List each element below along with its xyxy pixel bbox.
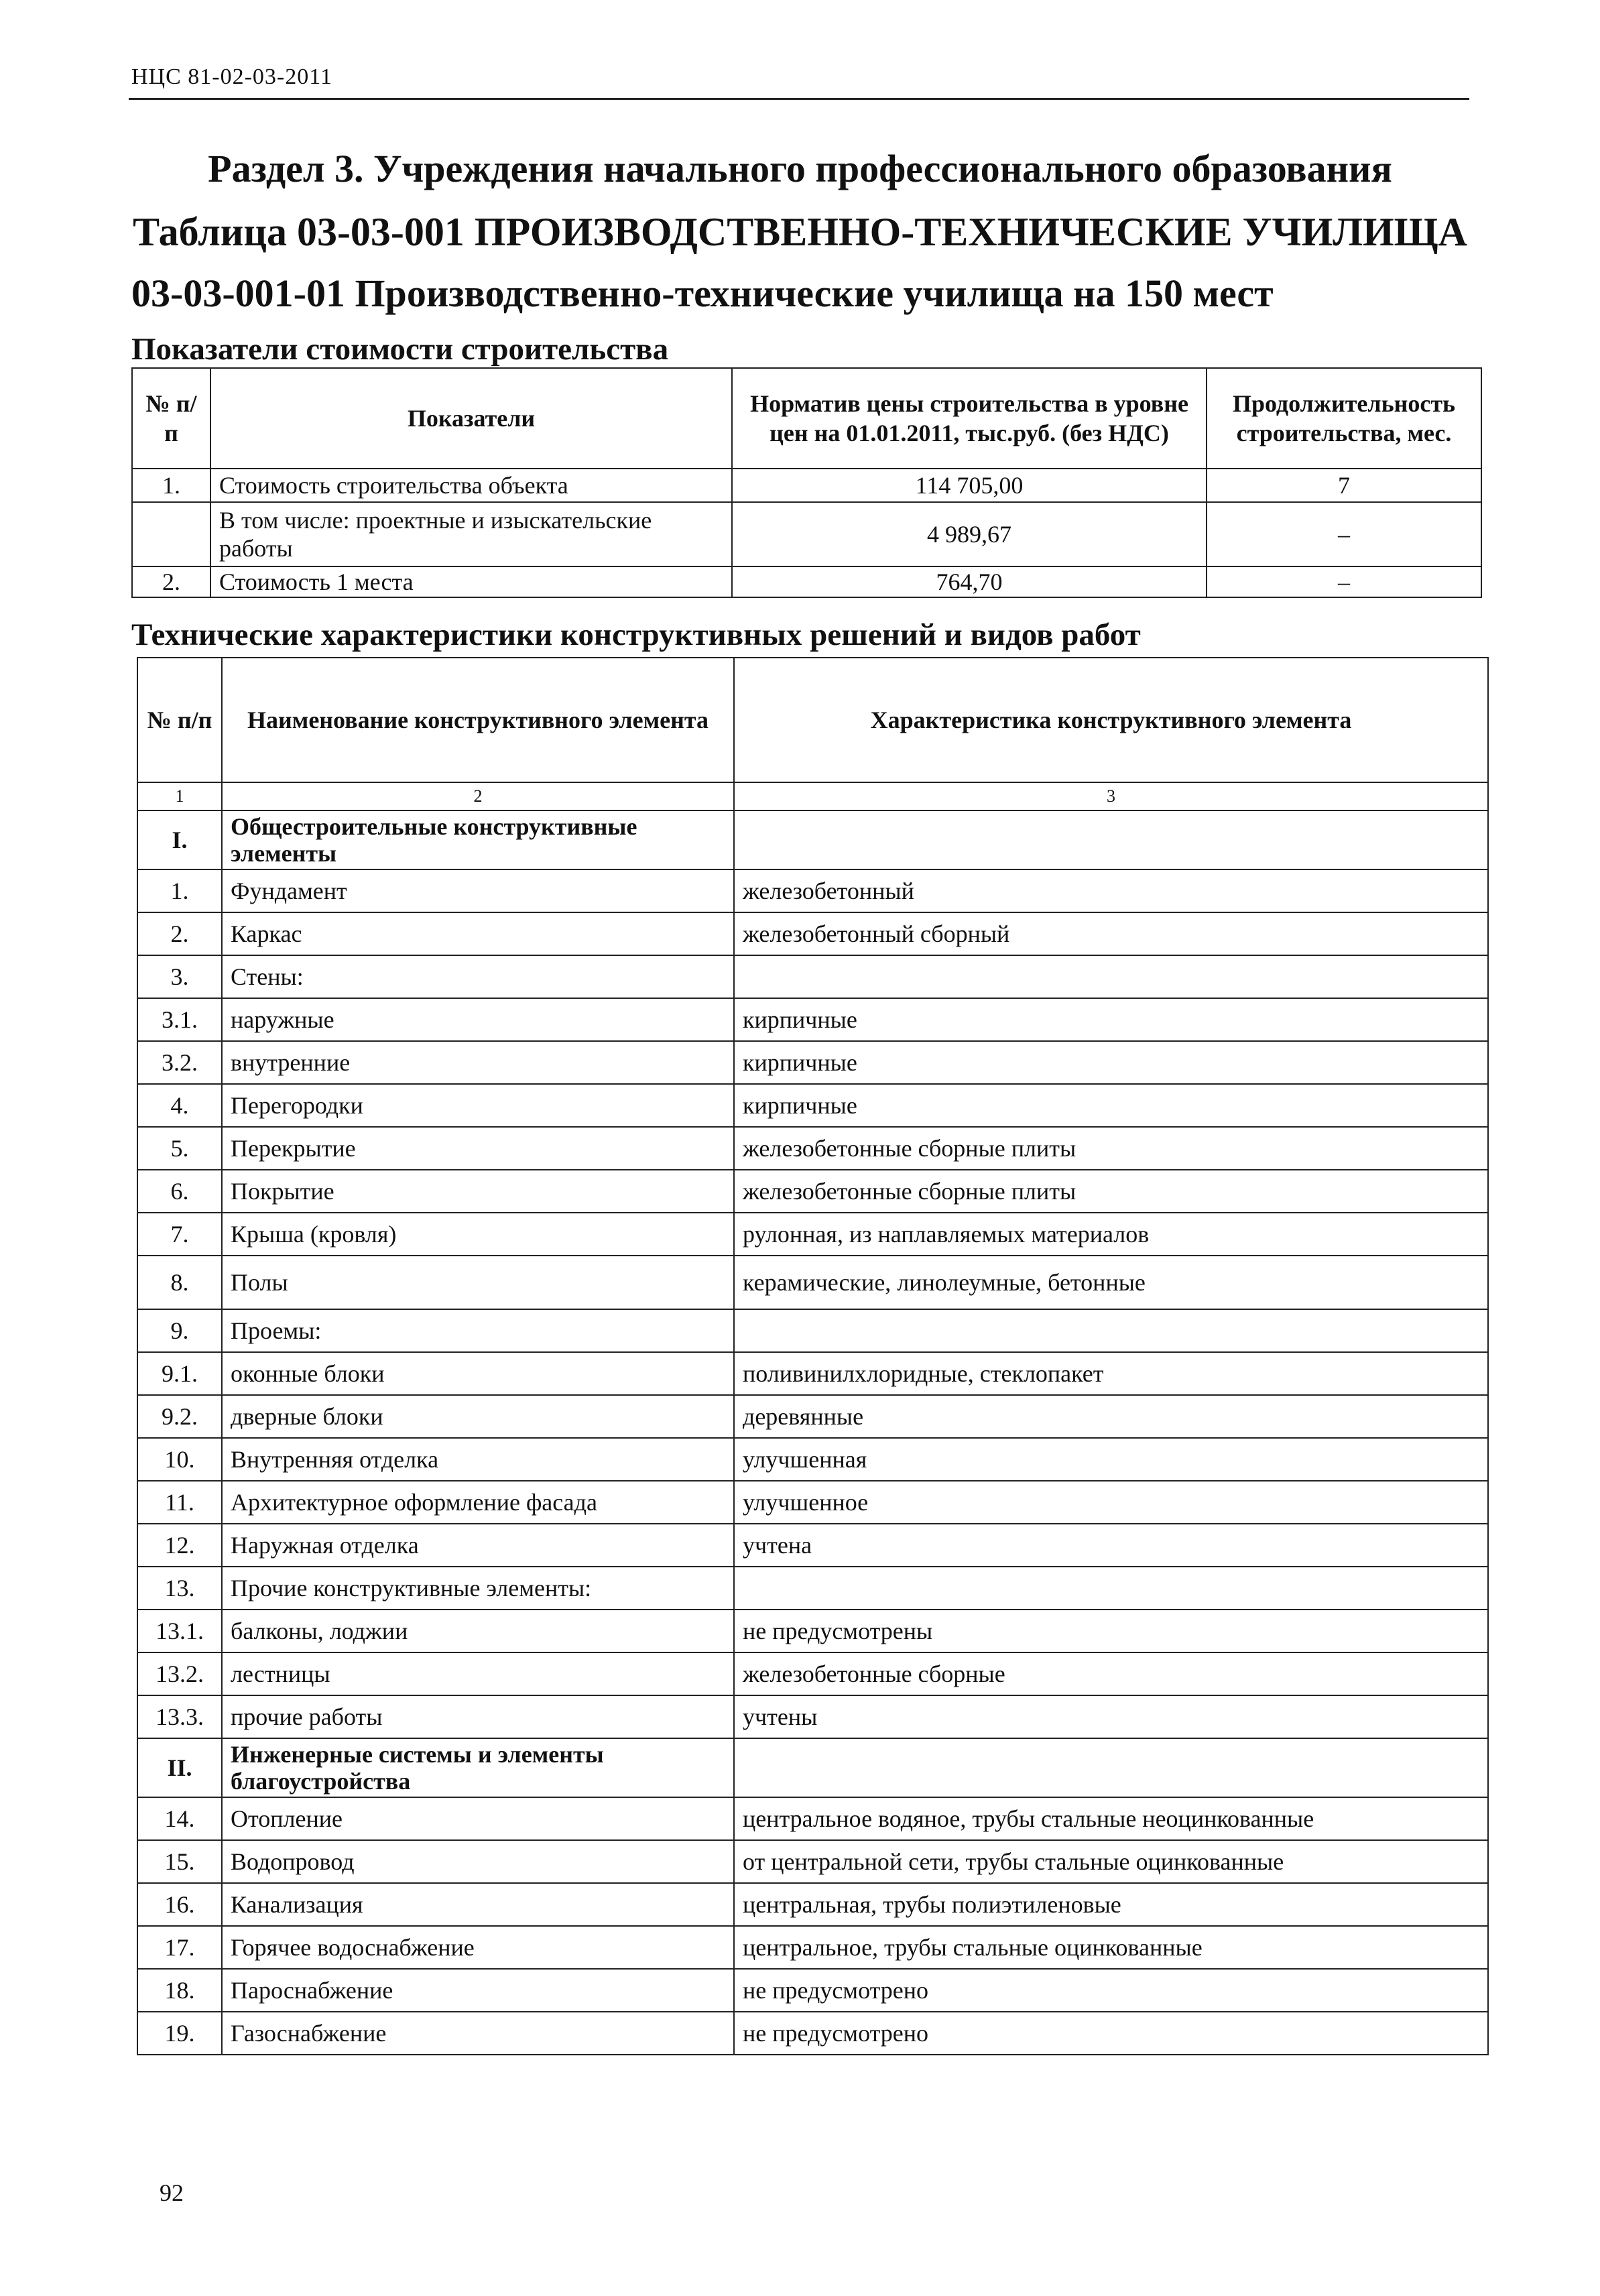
row-num: 13.2. [137,1652,222,1695]
row-characteristic: центральная, трубы полиэтиленовые [734,1883,1488,1926]
row-name: Канализация [222,1883,734,1926]
row-indicator: Стоимость строительства объекта [210,469,732,502]
table-row [137,1567,1488,1610]
row-name: наружные [222,998,734,1041]
row-num: 14. [137,1797,222,1840]
column-header-duration: Продолжительность строительства, мес. [1207,368,1481,469]
column-index: 2 [222,782,734,810]
table-header-row [137,658,1488,782]
tech-rows [137,810,1488,2055]
table-row [137,998,1488,1041]
row-duration: – [1207,502,1481,566]
table-row [137,1352,1488,1395]
row-characteristic: железобетонный [734,869,1488,912]
table-row [137,1840,1488,1883]
table-title: Таблица 03-03-001 ПРОИЗВОДСТВЕННО-ТЕХНИЧЕСКИЕ УЧИЛИЩА [133,210,1467,254]
table-row [137,1969,1488,2012]
table-row [137,955,1488,998]
table-row [137,1127,1488,1170]
row-price: 4 989,67 [732,502,1207,566]
row-num: 10. [137,1438,222,1481]
row-name: Прочие конструктивные элементы: [222,1567,734,1610]
row-num: 4. [137,1084,222,1127]
row-num: I. [137,810,222,869]
item-title: 03-03-001-01 Производственно-технические училища на 150 мест [131,271,1274,315]
row-name: Горячее водоснабжение [222,1926,734,1969]
row-name: внутренние [222,1041,734,1084]
section-title: Раздел 3. Учреждения начального профессионального образования [208,147,1392,190]
row-name: лестницы [222,1652,734,1695]
row-name: Крыша (кровля) [222,1213,734,1256]
row-name: балконы, лоджии [222,1610,734,1652]
row-num: 1. [137,869,222,912]
column-index: 1 [137,782,222,810]
row-characteristic: не предусмотрено [734,2012,1488,2055]
row-num [132,502,210,566]
row-name: Полы [222,1256,734,1309]
row-num: 16. [137,1883,222,1926]
row-name: Водопровод [222,1840,734,1883]
row-num: 18. [137,1969,222,2012]
row-name: Перекрытие [222,1127,734,1170]
row-name: Каркас [222,912,734,955]
table-row [137,1695,1488,1738]
document-code: НЦС 81-02-03-2011 [131,64,332,89]
row-characteristic: керамические, линолеумные, бетонные [734,1256,1488,1309]
table-row [137,810,1488,869]
table-header-row [132,368,1481,469]
table-row [132,502,1481,566]
row-characteristic [734,810,1488,869]
row-num: 3.1. [137,998,222,1041]
row-characteristic: кирпичные [734,1084,1488,1127]
row-characteristic: железобетонные сборные плиты [734,1170,1488,1213]
costs-heading: Показатели стоимости строительства [131,332,669,367]
row-num: II. [137,1738,222,1797]
row-characteristic: улучшенное [734,1481,1488,1524]
header-divider [129,98,1469,100]
table-row [132,566,1481,597]
table-row [137,1438,1488,1481]
row-num: 17. [137,1926,222,1969]
row-num: 19. [137,2012,222,2055]
row-num: 3.2. [137,1041,222,1084]
row-characteristic: не предусмотрены [734,1610,1488,1652]
table-row [137,1883,1488,1926]
table-row [132,469,1481,502]
table-row [137,1610,1488,1652]
row-characteristic: рулонная, из наплавляемых материалов [734,1213,1488,1256]
row-characteristic [734,1738,1488,1797]
row-duration: – [1207,566,1481,597]
row-characteristic: поливинилхлоридные, стеклопакет [734,1352,1488,1395]
column-header-indicator: Показатели [210,368,732,469]
column-header-num: № п/п [137,658,222,782]
row-indicator: Стоимость 1 места [210,566,732,597]
row-name: Фундамент [222,869,734,912]
row-name: Отопление [222,1797,734,1840]
row-duration: 7 [1207,469,1481,502]
row-num: 7. [137,1213,222,1256]
row-characteristic [734,1567,1488,1610]
row-price: 114 705,00 [732,469,1207,502]
table-row [137,1041,1488,1084]
row-num: 13.1. [137,1610,222,1652]
row-name: Покрытие [222,1170,734,1213]
row-characteristic: центральное, трубы стальные оцинкованные [734,1926,1488,1969]
table-row [137,1524,1488,1567]
row-num: 6. [137,1170,222,1213]
row-characteristic: от центральной сети, трубы стальные оцинкованные [734,1840,1488,1883]
table-row [137,1309,1488,1352]
row-name: Инженерные системы и элементы благоустройства [222,1738,734,1797]
table-row [137,869,1488,912]
row-name: Стены: [222,955,734,998]
row-name: Перегородки [222,1084,734,1127]
row-name: оконные блоки [222,1352,734,1395]
row-num: 11. [137,1481,222,1524]
table-row [137,1170,1488,1213]
column-header-num: № п/п [132,368,210,469]
row-characteristic: учтена [734,1524,1488,1567]
row-characteristic: центральное водяное, трубы стальные неоцинкованные [734,1797,1488,1840]
row-name: Газоснабжение [222,2012,734,2055]
row-characteristic: железобетонные сборные плиты [734,1127,1488,1170]
row-price: 764,70 [732,566,1207,597]
row-num: 1. [132,469,210,502]
row-num: 9.2. [137,1395,222,1438]
page-number: 92 [160,2179,184,2206]
table-row [137,1481,1488,1524]
table-row [137,1084,1488,1127]
row-name: Архитектурное оформление фасада [222,1481,734,1524]
cost-indicators-table [131,367,1482,598]
column-header-price: Норматив цены строительства в уровне цен на 01.01.2011, тыс.руб. (без НДС) [732,368,1207,469]
row-name: прочие работы [222,1695,734,1738]
row-name: Пароснабжение [222,1969,734,2012]
row-characteristic: железобетонные сборные [734,1652,1488,1695]
row-name: Общестроительные конструктивные элементы [222,810,734,869]
row-num: 2. [137,912,222,955]
row-characteristic: учтены [734,1695,1488,1738]
table-row [137,1395,1488,1438]
row-characteristic: деревянные [734,1395,1488,1438]
table-row [137,1652,1488,1695]
table-row [137,1256,1488,1309]
row-characteristic: кирпичные [734,1041,1488,1084]
row-num: 9.1. [137,1352,222,1395]
column-header-characteristic: Характеристика конструктивного элемента [734,658,1488,782]
row-num: 9. [137,1309,222,1352]
row-num: 13.3. [137,1695,222,1738]
row-name: Внутренняя отделка [222,1438,734,1481]
technical-characteristics-table [137,657,1489,2055]
row-name: дверные блоки [222,1395,734,1438]
row-num: 3. [137,955,222,998]
row-num: 15. [137,1840,222,1883]
row-characteristic: кирпичные [734,998,1488,1041]
row-characteristic: железобетонный сборный [734,912,1488,955]
table-row [137,1797,1488,1840]
table-row [137,1213,1488,1256]
row-indicator: В том числе: проектные и изыскательские работы [210,502,732,566]
row-characteristic: улучшенная [734,1438,1488,1481]
column-header-name: Наименование конструктивного элемента [222,658,734,782]
row-characteristic [734,1309,1488,1352]
row-num: 5. [137,1127,222,1170]
table-row [137,1738,1488,1797]
column-index-row [137,782,1488,810]
row-num: 12. [137,1524,222,1567]
row-characteristic [734,955,1488,998]
table-row [137,912,1488,955]
row-name: Проемы: [222,1309,734,1352]
table-row [137,1926,1488,1969]
row-num: 13. [137,1567,222,1610]
table-row [137,2012,1488,2055]
row-num: 2. [132,566,210,597]
column-index: 3 [734,782,1488,810]
row-characteristic: не предусмотрено [734,1969,1488,2012]
row-name: Наружная отделка [222,1524,734,1567]
row-num: 8. [137,1256,222,1309]
tech-heading: Технические характеристики конструктивных решений и видов работ [131,617,1141,652]
